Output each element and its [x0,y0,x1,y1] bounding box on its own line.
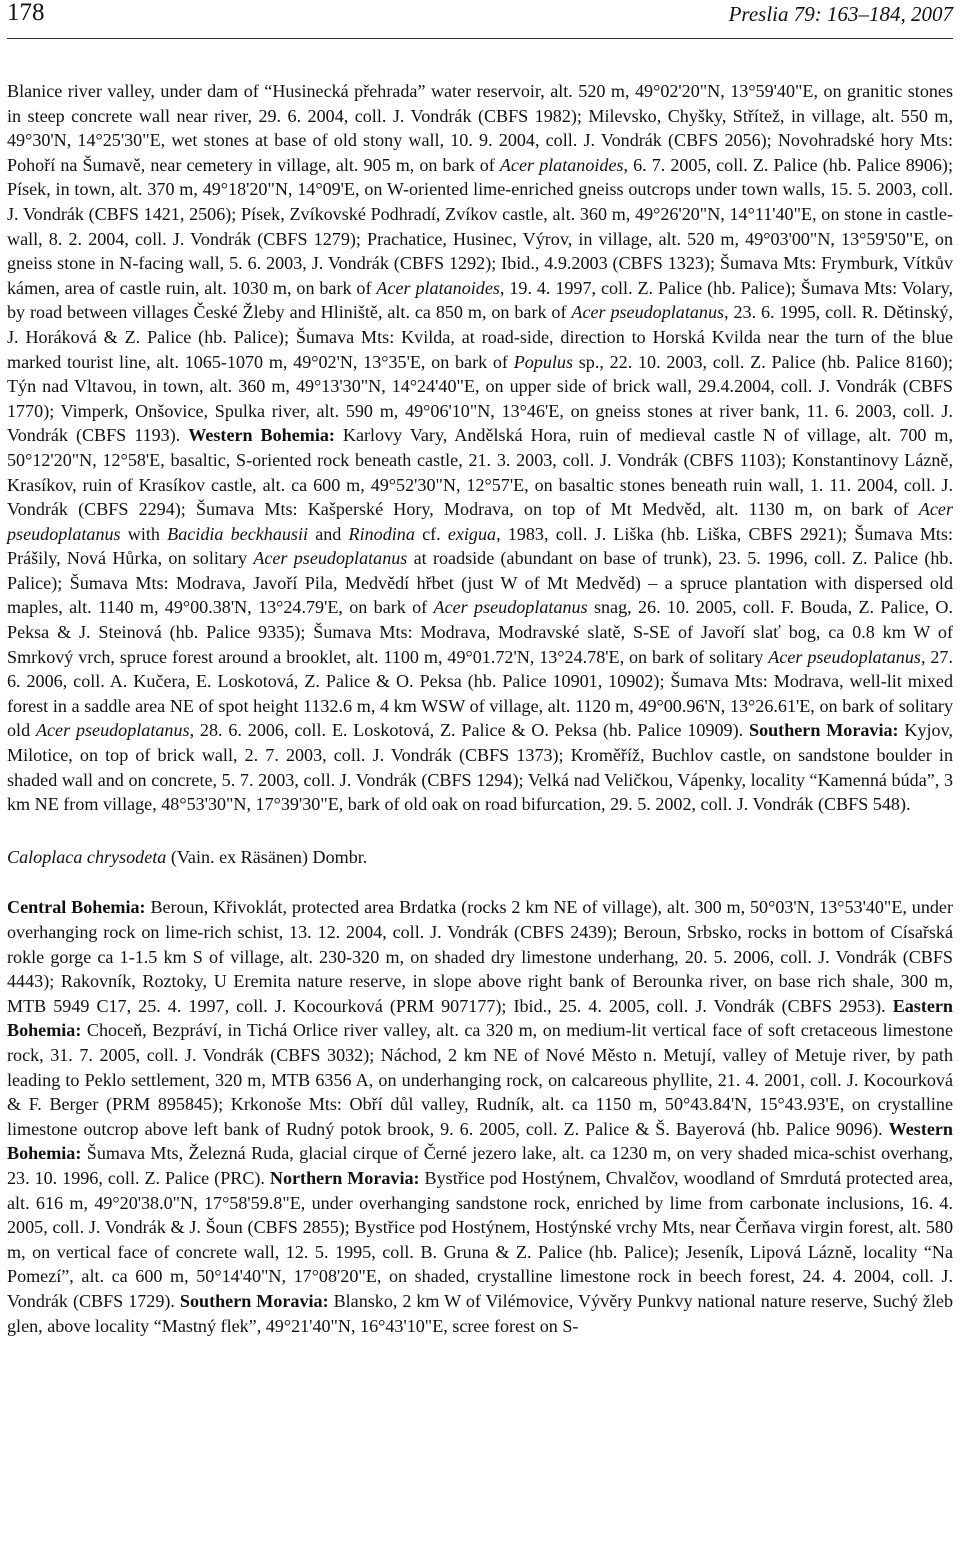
taxon-name: Rinodina [348,523,415,544]
text-run: snag, 26. 10. 2005, coll. F. Bouda, Z. Palice, O. Peksa & J. Steinová (hb. Palice 9335); Šumava Mts: Modrava, Modravské slatě, S-SE of Javoří slať bog, ca 0.8 km W of Smrkový vrch, spruce forest around a brooklet, alt. 1100 m, 49°01.72'N, 13°24.78'E, on bark of solitary [7,597,953,667]
taxon-name: Acer pseudoplatanus [571,302,725,323]
taxon-name: Acer platanoides [499,154,624,175]
taxon-name: Acer pseudoplatanus [433,597,588,618]
text-run: , 28. 6. 2006, coll. E. Loskotová, Z. Palice & O. Peksa (hb. Palice 10909). [189,720,749,741]
region-heading: Southern Moravia: [179,1290,329,1311]
text-run: Kyjov, Milotice, on top of brick wall, 2. 7. 2003, coll. J. Vondrák (CBFS 1373); Kroměříž, Buchlov castle, on sandstone boulder in shaded wall and on concrete, 5. 7. 2003, coll. J. Vondrák (CBFS 1294); Velká nad Veličkou, Vápenky, locality “Kamenná búda”, 3 km NE from village, 48°53'30"N, 17°39'30"E, bark of old oak on road bifurcation, 29. 5. 2002, coll. J. Vondrák (CBFS 548). [7,720,953,815]
region-heading: Southern Moravia: [749,720,899,741]
species-authority: (Vain. ex Räsänen) Dombr. [166,846,368,867]
specimen-list-paragraph [7,895,953,1338]
text-run: Choceň, Bezpráví, in Tichá Orlice river valley, alt. ca 320 m, on medium-lit vertical face of soft cretaceous limestone rock, 31. 7. 2005, coll. J. Vondrák (CBFS 3032); Náchod, 2 km NE of Nové Město n. Metují, valley of Metuje river, by path leading to Peklo settlement, 320 m, MTB 6356 A, on underhanging rock, on calcareous phyllite, 21. 4. 2001, coll. J. Kocourková & F. Berger (PRM 895845); Krkonoše Mts: Obří důl valley, Rudník, alt. ca 1150 m, 50°43.84'N, 15°43.93'E, on crystalline limestone outcrop above left bank of Rudný potok brook, 9. 6. 2005, coll. Z. Palice & Š. Bayerová (hb. Palice 9096). [7,1020,953,1139]
specimen-list-paragraph [7,79,953,817]
text-run: and [308,523,349,544]
taxon-name: Acer pseudoplatanus [35,720,190,741]
text-run: , 1983, coll. J. Liška (hb. Liška, CBFS 2921); Šumava Mts: Prášily, Nová Hůrka, on solitary [7,523,953,569]
page-number: 178 [7,0,45,26]
text-run: , 19. 4. 1997, coll. Z. Palice (hb. Palice); Šumava Mts: Volary, by road between villages České Žleby and Hliniště, alt. ca 850 m, on bark of [7,277,953,323]
region-heading: Eastern Bohemia: [7,995,953,1041]
taxon-name: Acer pseudoplatanus [768,646,921,667]
journal-reference: Preslia 79: 163–184, 2007 [728,2,953,26]
region-heading: Western Bohemia: [7,1118,953,1164]
text-run: Beroun, Křivoklát, protected area Brdatka (rocks 2 km NE of village), alt. 300 m, 50°03'N, 13°53'40"E, under overhanging rock on lime-rich schist, 13. 12. 2004, coll. J. Vondrák (CBFS 2439); Beroun, Srbsko, rocks in bottom of Císařská rokle gorge ca 1-1.5 km S of village, alt. 230-320 m, on shaded dry limestone underhang, 20. 5. 2006, coll. J. Vondrák (CBFS 4443); Rakovník, Roztoky, U Eremita nature reserve, in slope above right bank of Berounka river, on base rich shale, 300 m, MTB 5949 C17, 25. 4. 1997, coll. J. Kocourková (PRM 907177); Ibid., 25. 4. 2005, coll. J. Vondrák (CBFS 2953). [7,897,953,1016]
taxon-name: Bacidia beckhausii [167,523,309,544]
text-run: with [120,523,168,544]
text-run: cf. [414,523,448,544]
text-run: , 6. 7. 2005, coll. Z. Palice (hb. Palice 8906); Písek, in town, alt. 370 m, 49°18'20"N, 14°09'E, on W-oriented lime-enriched gneiss outcrops under town walls, 15. 5. 2003, coll. J. Vondrák (CBFS 1421, 2506); Písek, Zvíkovské Podhradí, Zvíkov castle, alt. 360 m, 49°26'20"N, 14°11'40"E, on stone in castle-wall, 8. 2. 2004, coll. J. Vondrák (CBFS 1279); Prachatice, Husinec, Výrov, in village, alt. 520 m, 49°03'00"N, 13°59'50"E, on gneiss stone in N-facing wall, 5. 6. 2003, J. Vondrák (CBFS 1292); Ibid., 4.9.2003 (CBFS 1323); Šumava Mts: Frymburk, Vítkův kámen, area of castle ruin, alt. 1030 m, on bark of [7,154,953,298]
text-run: , 27. 6. 2006, coll. A. Kučera, E. Loskotová, Z. Palice & O. Peksa (hb. Palice 10901, 10902); Šumava Mts: Modrava, well-lit mixed forest in a saddle area NE of spot height 1132.6 m, 4 km WSW of village, alt. 1120 m, 49°00.96'N, 13°26.61'E, on bark of solitary old [7,646,953,741]
region-heading: Western Bohemia: [188,425,335,446]
taxon-name: exigua [447,523,497,544]
text-run: Šumava Mts, Železná Ruda, glacial cirque of Černé jezero lake, alt. ca 1230 m, on very shaded mica-schist overhang, 23. 10. 1996, coll. Z. Palice (PRC). [7,1143,953,1188]
text-run: , 23. 6. 1995, coll. R. Dětinský, J. Horáková & Z. Palice (hb. Palice); Šumava Mts: Kvilda, at road-side, direction to Horská Kvilda near the turn of the blue marked tourist line, alt. 1065-1070 m, 49°02'N, 13°35'E, on bark of [7,302,953,372]
taxon-name: Acer pseudoplatanus [7,499,953,544]
text-run: Bystřice pod Hostýnem, Chvalčov, woodland of Smrdutá protected area, alt. 616 m, 49°20'38.0"N, 17°58'59.8"E, under overhanging sandstone rock, enriched by lime from carbonate inclusions, 16. 4. 2005, coll. J. Vondrák & J. Šoun (CBFS 2855); Bystřice pod Hostýnem, Hostýnské vrchy Mts, near Čerňava virgin forest, alt. 580 m, on vertical face of concrete wall, 12. 5. 1995, coll. B. Gruna & Z. Palice (hb. Palice); Jeseník, Lipová Lázně, locality “Na Pomezí”, alt. ca 600 m, 50°14'40"N, 17°08'20"E, on shaded, crystalline limestone rock in beech forest, 24. 4. 2004, coll. J. Vondrák (CBFS 1729). [7,1167,953,1311]
species-name: Caloplaca chrysodeta [7,846,167,867]
species-heading [7,845,953,870]
text-run: sp., 22. 10. 2003, coll. Z. Palice (hb. Palice 8160); Týn nad Vltavou, in town, alt. 360 m, 49°13'30"N, 14°24'40"E, on upper side of brick wall, 29.4.2004, coll. J. Vondrák (CBFS 1770); Vimperk, Onšovice, Spulka river, alt. 590 m, 49°06'10"N, 13°46'E, on gneiss stones at river bank, 11. 6. 2003, coll. J. Vondrák (CBFS 1193). [7,351,953,446]
text-run: Blansko, 2 km W of Vilémovice, Vývěry Punkvy national nature reserve, Suchý žleb glen, above locality “Mastný flek”, 49°21'40"N, 16°43'10"E, scree forest on S- [7,1290,954,1336]
taxon-name: Acer platanoides [376,277,500,298]
region-heading: Northern Moravia: [269,1167,420,1188]
text-run: Karlovy Vary, Andělská Hora, ruin of medieval castle N of village, alt. 700 m, 50°12'20"N, 12°58'E, basaltic, S-oriented rock beneath castle, 21. 3. 2003, coll. J. Vondrák (CBFS 1103); Konstantinovy Lázně, Krasíkov, ruin of Krasíkov castle, alt. ca 600 m, 49°52'30"N, 12°57'E, on basaltic stones beneath ruin wall, 1. 11. 2004, coll. J. Vondrák (CBFS 2294); Šumava Mts: Kašperské Hory, Modrava, on top of Mt Medvěd, alt. 1130 m, on bark of [7,425,953,520]
running-header [7,0,953,39]
text-run: Blanice river valley, under dam of “Husinecká přehrada” water reservoir, alt. 520 m, 49°02'20"N, 13°59'40"E, on granitic stones in steep concrete wall near river, 29. 6. 2004, coll. J. Vondrák (CBFS 1982); Milevsko, Chyšky, Střítež, in village, alt. 550 m, 49°30'N, 14°25'30"E, wet stones at base of old stony wall, 10. 9. 2004, coll. J. Vondrák (CBFS 2056); Novohradské hory Mts: Pohoří na Šumavě, near cemetery in village, alt. 905 m, on bark of [7,81,953,175]
taxon-name: Populus [513,351,574,372]
region-heading: Central Bohemia: [7,897,146,918]
text-run: at roadside (abundant on base of trunk), 23. 5. 1996, coll. Z. Palice (hb. Palice); Šumava Mts: Modrava, Javoří Pila, Medvědí hřbet (just W of Mt Medvěd) – a spruce plantation with dispersed old maples, alt. 1140 m, 49°00.38'N, 13°24.79'E, on bark of [7,548,953,618]
taxon-name: Acer pseudoplatanus [253,548,408,569]
